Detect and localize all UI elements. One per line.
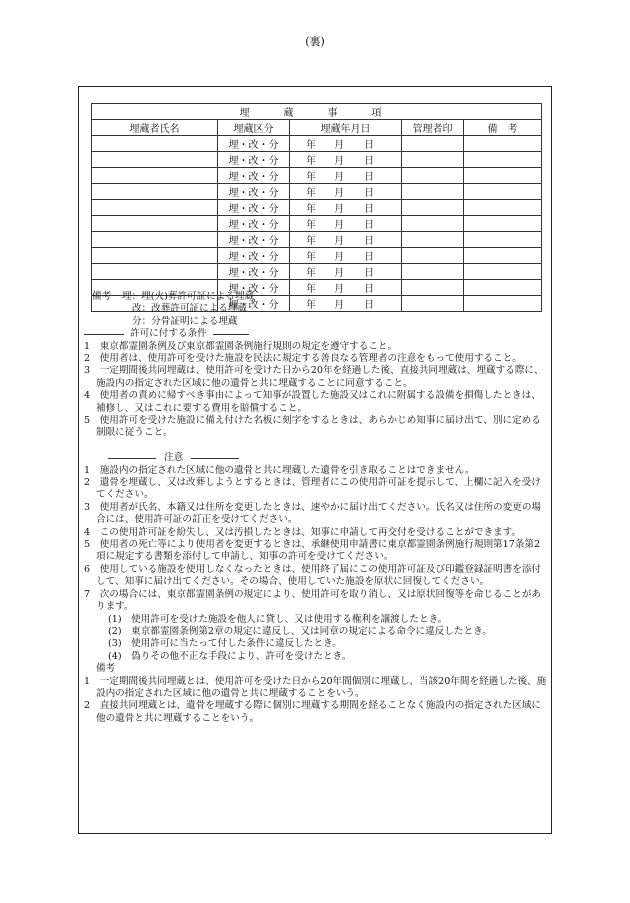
burial-date-cell <box>290 200 402 216</box>
burial-date-cell <box>290 248 402 264</box>
burial-name-cell <box>92 232 218 248</box>
burial-table-title: 埋 蔵 事 項 <box>92 104 542 120</box>
condition-item: 3 一定期間後共同埋蔵は、使用許可を受けた日から20年を経過した後、直接共同埋蔵は、埋蔵する際に、施設内の指定された区域に他の遺骨と共に埋蔵することに同意すること。 <box>84 365 544 389</box>
manager-seal-cell <box>402 216 464 232</box>
column-header-category: 埋蔵区分 <box>218 120 290 136</box>
burial-remarks-cell <box>464 248 542 264</box>
manager-seal-cell <box>402 136 464 152</box>
burial-category-cell: 埋・改・分 <box>218 296 290 312</box>
burial-date-cell <box>290 264 402 280</box>
manager-seal-cell <box>402 264 464 280</box>
date-year-unit: 年 <box>306 252 316 263</box>
burial-table-row <box>92 200 542 216</box>
burial-name-cell <box>92 216 218 232</box>
burial-date-cell <box>290 136 402 152</box>
burial-category-cell: 埋・改・分 <box>218 248 290 264</box>
burial-table-row <box>92 152 542 168</box>
notes-heading <box>84 452 548 464</box>
date-year-unit: 年 <box>306 140 316 151</box>
date-year-unit: 年 <box>306 300 316 311</box>
burial-category-cell: 埋・改・分 <box>218 264 290 280</box>
conditions-heading <box>84 328 548 340</box>
note-sub-item: (1) 使用許可を受けた施設を他人に貸し、又は使用する権利を譲渡したとき。 <box>108 613 448 625</box>
manager-seal-cell <box>402 184 464 200</box>
burial-table-row <box>92 264 542 280</box>
date-month-unit: 月 <box>334 140 344 151</box>
burial-record-table <box>91 103 542 312</box>
burial-remarks-cell <box>464 200 542 216</box>
burial-table-row <box>92 168 542 184</box>
date-year-unit: 年 <box>306 220 316 231</box>
date-day-unit: 日 <box>364 252 374 263</box>
burial-table-row <box>92 136 542 152</box>
note-item: 4 この使用許可証を紛失し、又は汚損したときは、知事に申請して再交付を受けることができます。 <box>84 526 522 538</box>
note-sub-item: (4) 偽りその他不正な手段により、許可を受けたとき。 <box>108 650 352 662</box>
burial-date-cell <box>290 232 402 248</box>
column-header-seal: 管理者印 <box>402 120 464 136</box>
burial-table-row <box>92 184 542 200</box>
date-month-unit: 月 <box>334 172 344 183</box>
permit-back-frame <box>78 86 552 834</box>
date-month-unit: 月 <box>334 284 344 295</box>
burial-table-row <box>92 216 542 232</box>
note-item: 6 使用している施設を使用しなくなったときは、使用終了届にこの使用許可証及び印鑑登録証明書を添付して、知事に届け出てください。その場合、使用していた施設を原状に回復してください。 <box>84 563 542 588</box>
burial-category-cell: 埋・改・分 <box>218 168 290 184</box>
burial-remarks-cell <box>464 232 542 248</box>
burial-remarks-cell <box>464 216 542 232</box>
notes-remarks-label: 備考 <box>96 663 116 675</box>
burial-name-cell <box>92 264 218 280</box>
terms-text <box>84 291 548 725</box>
note-item: 3 使用者が氏名、本籍又は住所を変更したときは、速やかに届け出てください。氏名又は住所の変更の場合には、使用許可証の訂正を受けてください。 <box>84 501 542 526</box>
column-header-remarks: 備 考 <box>464 120 542 136</box>
condition-item: 5 使用許可を受けた施設に備え付けた名板に刻字をするときは、あらかじめ知事に届け出て、別に定める制限に従うこと。 <box>84 415 541 439</box>
burial-name-cell <box>92 200 218 216</box>
burial-remark-item: 改：改葬許可証による埋蔵 <box>132 303 248 315</box>
date-day-unit: 日 <box>364 268 374 279</box>
date-day-unit: 日 <box>364 156 374 167</box>
note-sub-item: (3) 使用許可に当たって付した条件に違反したとき。 <box>108 638 342 650</box>
page-side-label: (裏) <box>305 35 325 48</box>
condition-item: 1 東京都霊園条例及び東京都霊園条例施行規則の規定を遵守すること。 <box>84 340 398 352</box>
date-month-unit: 月 <box>334 268 344 279</box>
burial-remarks <box>84 291 548 328</box>
burial-name-cell <box>92 184 218 200</box>
date-month-unit: 月 <box>334 236 344 247</box>
note-item: 5 使用者の死亡等により使用者を変更するときは、承継使用申請書に東京都霊園条例施行規則第17条第2項に規定する書類を添付して申請し、知事の許可を受けてください。 <box>84 539 541 563</box>
date-year-unit: 年 <box>306 284 316 295</box>
burial-remark-item: 埋：埋(火)葬許可証による埋蔵 <box>122 291 255 302</box>
note-item: 7 次の場合には、東京都霊園条例の規定により、使用許可を取り消し、又は原状回復等を命じることがあります。 <box>84 588 542 613</box>
notes-remark-item: 2 直接共同埋蔵とは、遺骨を埋蔵する際に個別に埋蔵する期間を経ることなく施設内の指定された区域に他の遺骨と共に埋蔵することをいう。 <box>84 700 542 724</box>
burial-remarks-label: 備考 <box>92 291 112 302</box>
date-month-unit: 月 <box>334 252 344 263</box>
date-day-unit: 日 <box>364 188 374 199</box>
date-month-unit: 月 <box>334 300 344 311</box>
burial-date-cell <box>290 184 402 200</box>
date-year-unit: 年 <box>306 236 316 247</box>
conditions-heading-text: 許可に付する条件 <box>130 328 207 340</box>
date-day-unit: 日 <box>364 204 374 215</box>
notes-remark-item: 1 一定期間後共同埋蔵とは、使用許可を受けた日から20年間個別に埋蔵し、当該20年間を経過した後、施設内の指定された区域に他の遺骨と共に埋蔵することをいう。 <box>84 675 547 699</box>
manager-seal-cell <box>402 152 464 168</box>
date-year-unit: 年 <box>306 156 316 167</box>
burial-category-cell: 埋・改・分 <box>218 184 290 200</box>
note-item: 1 施設内の指定された区域に他の遺骨と共に埋蔵した遺骨を引き取ることはできません。 <box>84 464 475 476</box>
column-header-date: 埋蔵年月日 <box>290 120 402 136</box>
date-year-unit: 年 <box>306 204 316 215</box>
date-year-unit: 年 <box>306 188 316 199</box>
notes-heading-text: 注意 <box>164 452 184 464</box>
burial-remarks-cell <box>464 184 542 200</box>
burial-remarks-cell <box>464 264 542 280</box>
burial-table-row <box>92 232 542 248</box>
date-day-unit: 日 <box>364 300 374 311</box>
burial-remarks-cell <box>464 136 542 152</box>
condition-item: 4 使用者の責めに帰すべき事由によって知事が設置した施設又はこれに附属する設備を損傷したときは、補修し、又はこれに要する費用を賠償すること。 <box>84 390 541 414</box>
date-year-unit: 年 <box>306 268 316 279</box>
manager-seal-cell <box>402 232 464 248</box>
date-month-unit: 月 <box>334 220 344 231</box>
note-sub-item: (2) 東京都霊園条例第2章の規定に違反し、又は同章の規定による命令に違反したとき。 <box>108 625 492 637</box>
burial-remark-item: 分：分骨証明による埋蔵 <box>132 315 238 327</box>
date-day-unit: 日 <box>364 236 374 247</box>
burial-date-cell <box>290 152 402 168</box>
burial-category-cell: 埋・改・分 <box>218 136 290 152</box>
burial-date-cell <box>290 216 402 232</box>
burial-category-cell: 埋・改・分 <box>218 216 290 232</box>
manager-seal-cell <box>402 200 464 216</box>
date-day-unit: 日 <box>364 172 374 183</box>
burial-name-cell <box>92 136 218 152</box>
column-header-name: 埋蔵者氏名 <box>92 120 218 136</box>
date-month-unit: 月 <box>334 204 344 215</box>
date-day-unit: 日 <box>364 220 374 231</box>
burial-table-row <box>92 248 542 264</box>
burial-name-cell <box>92 168 218 184</box>
burial-remarks-cell <box>464 168 542 184</box>
burial-remarks-cell <box>464 152 542 168</box>
burial-category-cell: 埋・改・分 <box>218 280 290 296</box>
burial-category-cell: 埋・改・分 <box>218 232 290 248</box>
manager-seal-cell <box>402 248 464 264</box>
burial-name-cell <box>92 152 218 168</box>
date-month-unit: 月 <box>334 156 344 167</box>
burial-category-cell: 埋・改・分 <box>218 152 290 168</box>
date-month-unit: 月 <box>334 188 344 199</box>
condition-item: 2 使用者は、使用許可を受けた施設を民法に規定する善良なる管理者の注意をもって使用すること。 <box>84 353 522 365</box>
date-year-unit: 年 <box>306 172 316 183</box>
date-day-unit: 日 <box>364 140 374 151</box>
manager-seal-cell <box>402 168 464 184</box>
burial-category-cell: 埋・改・分 <box>218 200 290 216</box>
burial-date-cell <box>290 168 402 184</box>
note-item: 2 遺骨を埋蔵し、又は改葬しようとするときは、管理者にこの使用許可証を提示して、上欄に記入を受けてください。 <box>84 477 541 501</box>
burial-name-cell <box>92 248 218 264</box>
date-day-unit: 日 <box>364 284 374 295</box>
